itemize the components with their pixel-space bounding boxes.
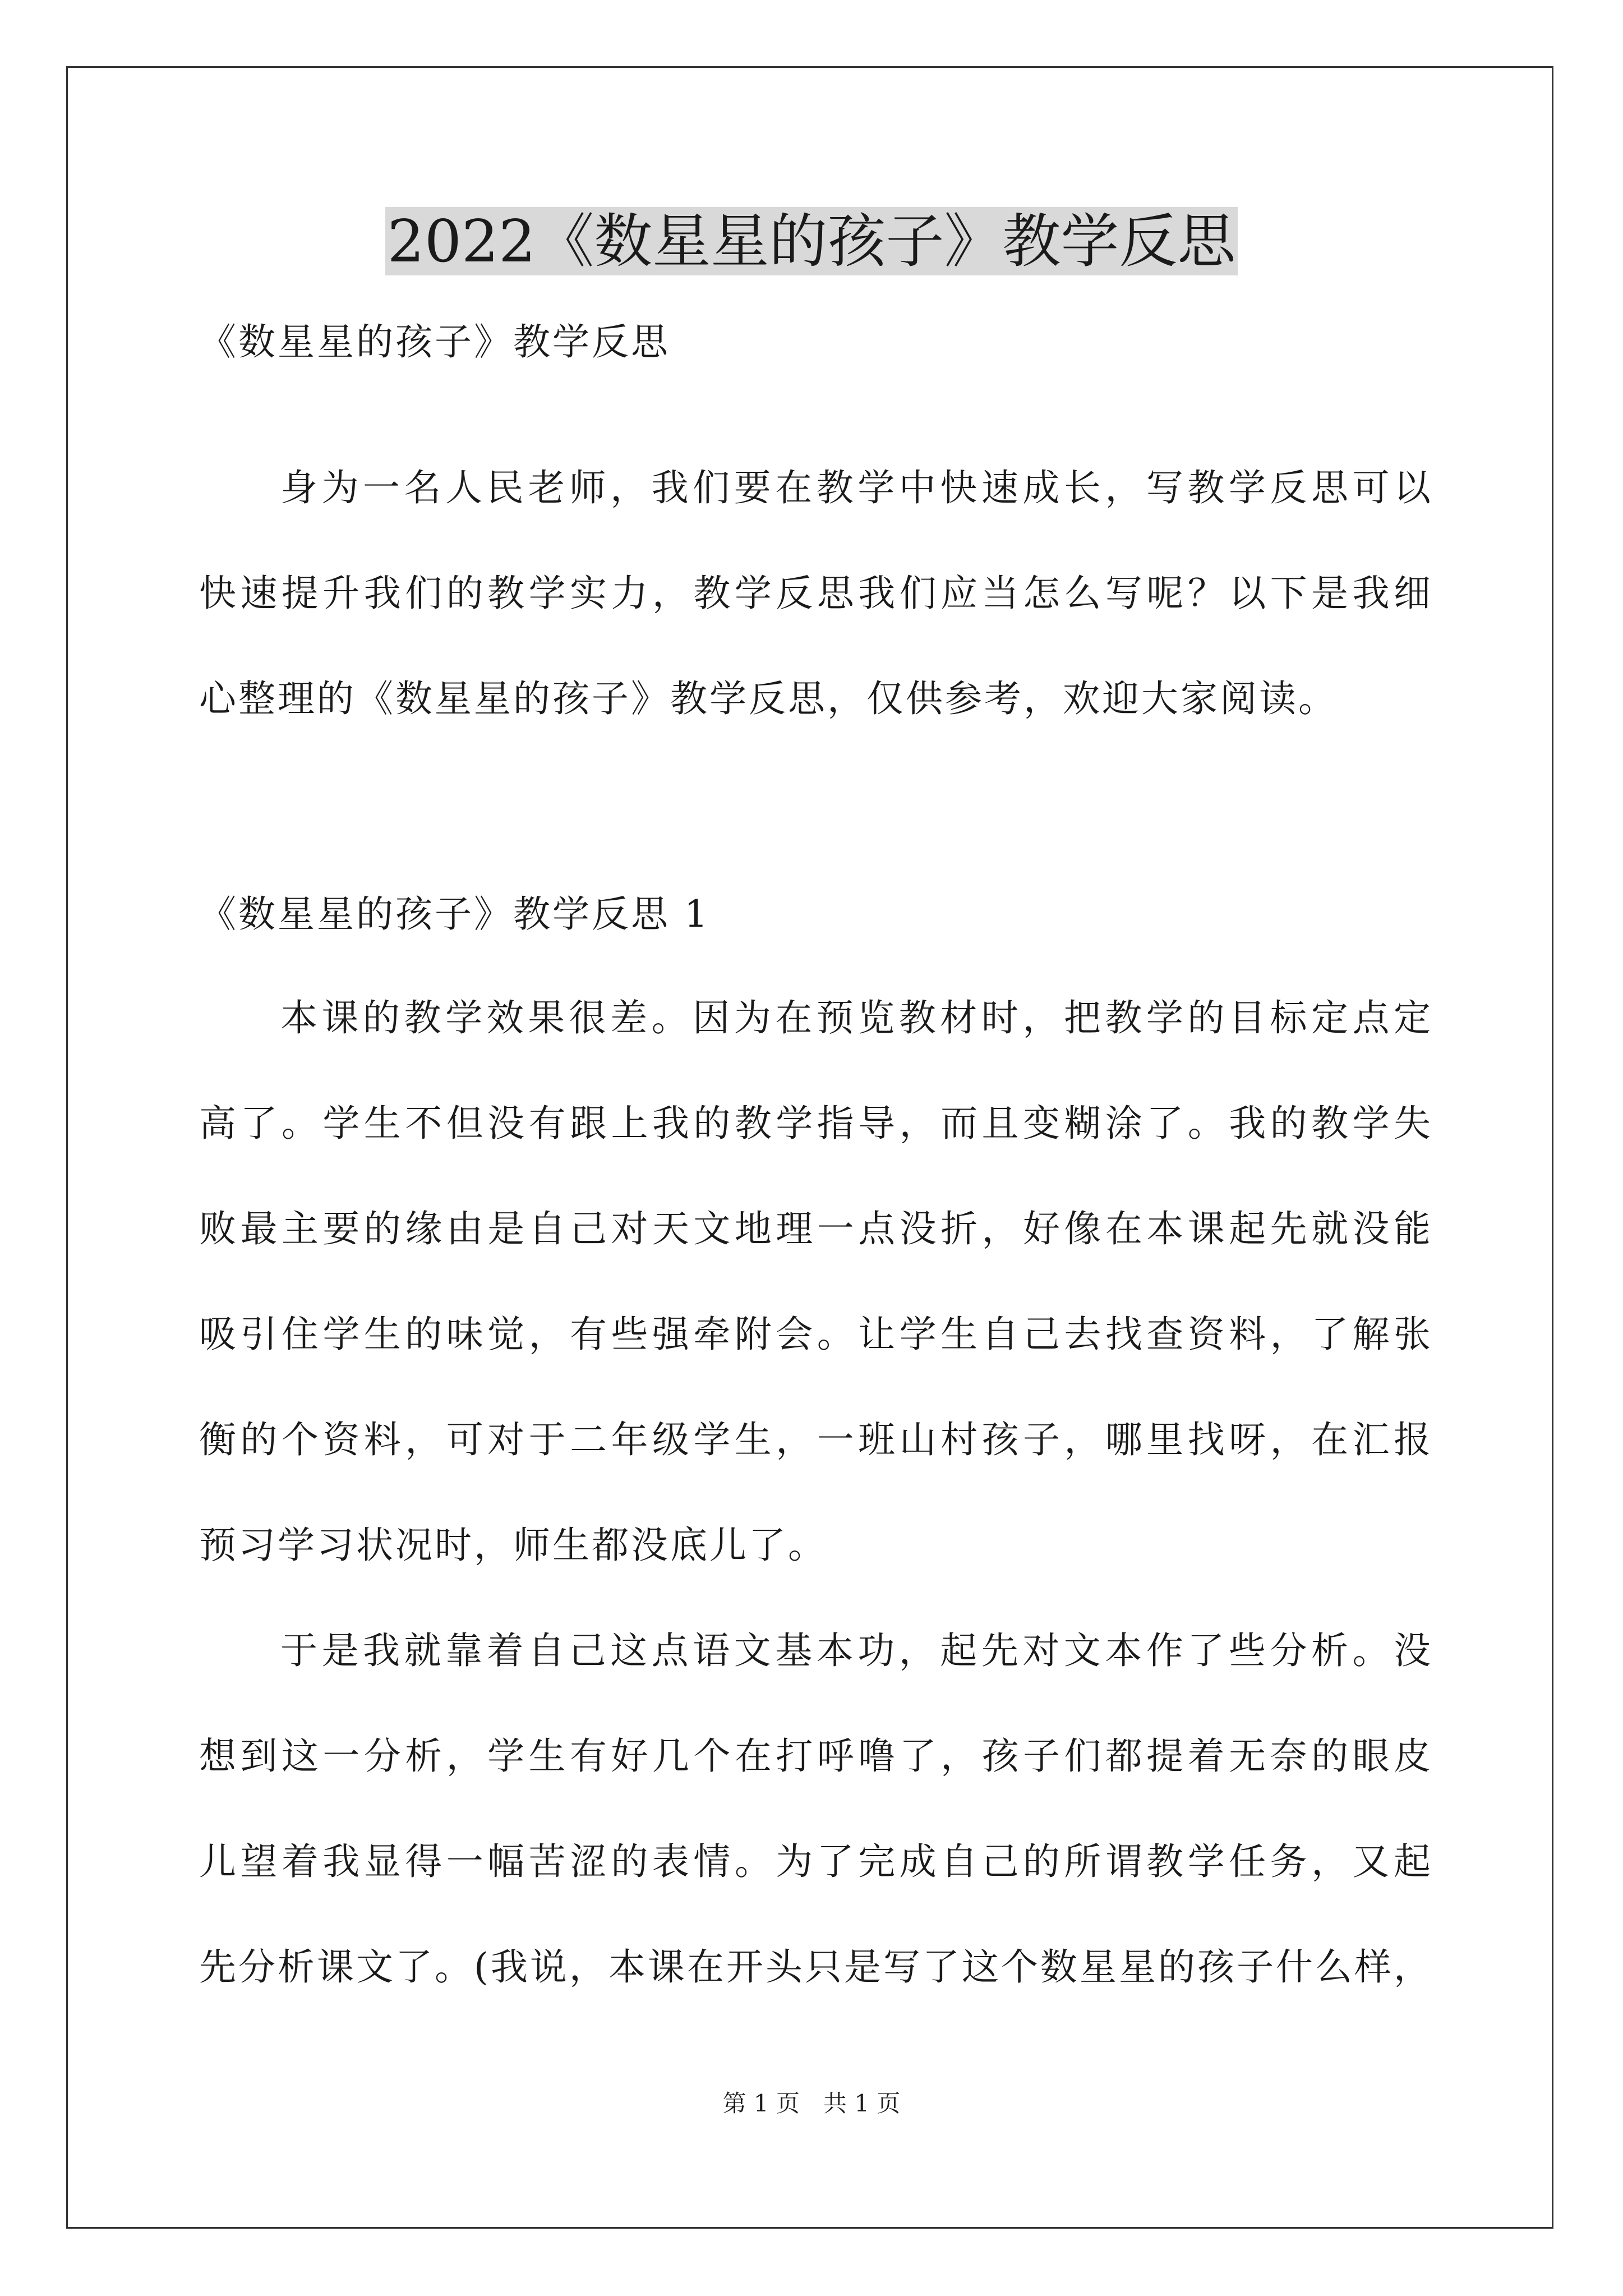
para1-line-6: 预习学习状况时，师生都没底儿了。 <box>199 1524 827 1567</box>
intro-line-3: 心整理的《数星星的孩子》教学反思，仅供参考，欢迎大家阅读。 <box>199 677 1338 720</box>
para1-line-1: 本课的教学效果很差。因为在预览教材时，把教学的目标定点定 <box>280 996 1433 1039</box>
para2-line-1: 于是我就靠着自己这点语文基本功，起先对文本作了些分析。没 <box>280 1629 1433 1672</box>
para1-line-5: 衡的个资料，可对于二年级学生，一班山村孩子，哪里找呀，在汇报 <box>199 1418 1433 1461</box>
para2-line-4: 先分析课文了。(我说，本课在开头只是写了这个数星星的孩子什么样， <box>199 1945 1433 1989</box>
para1-line-2: 高了。学生不但没有跟上我的教学指导，而且变糊涂了。我的教学失 <box>199 1102 1433 1145</box>
para1-line-3: 败最主要的缘由是自己对天文地理一点没折，好像在本课起先就没能 <box>199 1207 1433 1250</box>
document-title-text: 2022《数星星的孩子》教学反思 <box>385 207 1238 275</box>
section-heading-1: 《数星星的孩子》教学反思 1 <box>199 892 710 936</box>
document-title <box>0 199 1623 283</box>
intro-line-2: 快速提升我们的教学实力，教学反思我们应当怎么写呢？以下是我细 <box>199 572 1433 615</box>
para2-line-3: 儿望着我显得一幅苦涩的表情。为了完成自己的所谓教学任务，又起 <box>199 1840 1433 1883</box>
para2-line-2: 想到这一分析，学生有好几个在打呼噜了，孩子们都提着无奈的眼皮 <box>199 1734 1433 1778</box>
page-footer: 第 1 页 共 1 页 <box>722 2090 901 2117</box>
document-subtitle: 《数星星的孩子》教学反思 <box>199 320 670 364</box>
para1-line-4: 吸引住学生的味觉，有些强牵附会。让学生自己去找查资料，了解张 <box>199 1313 1433 1356</box>
intro-line-1: 身为一名人民老师，我们要在教学中快速成长，写教学反思可以 <box>280 466 1433 509</box>
